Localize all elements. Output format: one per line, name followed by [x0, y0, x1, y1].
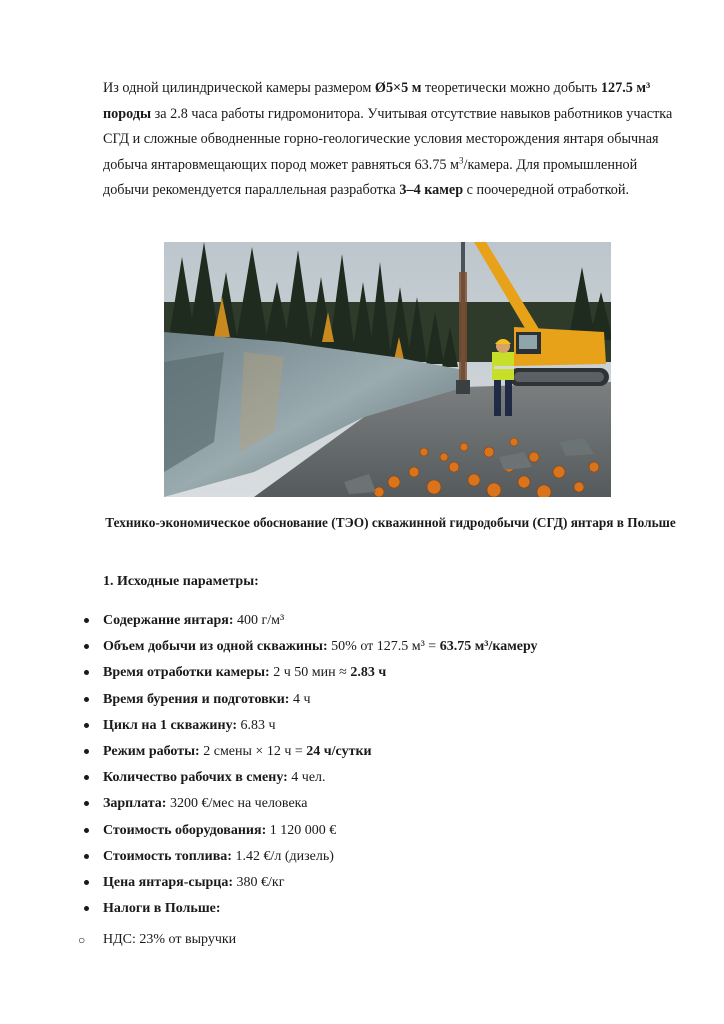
param-value: 2 ч 50 мин ≈ [269, 665, 351, 681]
param-key: Зарплата: [103, 796, 167, 812]
bullet-icon [84, 644, 89, 649]
bullet-icon [84, 618, 89, 623]
parameter-list [0, 611, 724, 925]
param-key: Количество рабочих в смену: [103, 770, 288, 786]
param-key: Стоимость топлива: [103, 848, 232, 864]
bullet-icon [84, 723, 89, 728]
intro-text-4: /камера. Для промышленной добычи рекомендуется параллельная разработка [103, 156, 638, 199]
param-value: 4 ч [289, 691, 311, 707]
list-item [0, 768, 724, 794]
param-bold: 63.75 м³/камеру [439, 639, 538, 655]
sub-list-item [0, 930, 724, 952]
param-key: Стоимость оборудования: [103, 822, 267, 838]
list-item [0, 611, 724, 637]
param-key: Налоги в Польше: [103, 901, 221, 917]
list-item [0, 794, 724, 820]
list-item [0, 716, 724, 742]
rock-volume: 127.5 м³ породы [103, 80, 651, 122]
list-item [0, 873, 724, 899]
list-item [0, 742, 724, 768]
bullet-icon [84, 828, 89, 833]
chamber-count: 3–4 камер [399, 182, 464, 199]
circle-bullet-icon: ○ [78, 933, 86, 947]
param-value: 2 смены × 12 ч = [199, 743, 307, 759]
bullet-icon [84, 775, 89, 780]
param-value: 6.83 ч [237, 717, 276, 733]
bullet-icon [84, 906, 89, 911]
vat-item: НДС: 23% от выручки [103, 932, 237, 947]
document-caption: Технико-экономическое обоснование (ТЭО) скважинной гидродобычи (СГД) янтаря в Польше [105, 515, 676, 530]
section-title: 1. Исходные параметры: [103, 574, 259, 589]
list-item [0, 637, 724, 663]
param-key: Режим работы: [103, 743, 200, 759]
bullet-icon [84, 880, 89, 885]
param-value: 380 €/кг [233, 874, 285, 890]
param-key: Время отработки камеры: [103, 665, 270, 681]
bullet-icon [84, 697, 89, 702]
intro-text-3: за 2.8 часа работы гидромонитора. Учитывая отсутствие навыков работников участка СГД и сложные обводненные горно-геологические условия месторождения янтаря обычная добыча янтаровмещающих пород может равняться 63.75 м [103, 105, 673, 173]
param-key: Цикл на 1 скважину: [103, 717, 238, 733]
cubic-superscript: 3 [459, 155, 464, 166]
param-key: Время бурения и подготовки: [103, 691, 290, 707]
list-item [0, 690, 724, 716]
param-value: 400 г/м³ [233, 613, 285, 628]
param-value: 4 чел. [287, 770, 326, 786]
param-value: 1 120 000 € [266, 822, 337, 838]
intro-paragraph [103, 76, 678, 204]
list-item [0, 663, 724, 689]
intro-text-2: теоретически можно добыть [421, 80, 601, 96]
param-key: Объем добычи из одной скважины: [103, 639, 328, 655]
param-value: 50% от 127.5 м³ = [327, 639, 440, 655]
param-value: 3200 €/мес на человека [166, 796, 308, 812]
list-item [0, 847, 724, 873]
param-key: Цена янтаря-сырца: [103, 874, 234, 890]
list-item [0, 899, 724, 925]
chamber-size: Ø5×5 м [374, 80, 422, 96]
list-item [0, 821, 724, 847]
intro-text-5: с поочередной отработкой. [463, 182, 629, 199]
param-value: 1.42 €/л (дизель) [231, 848, 334, 864]
amber-mining-photo [164, 242, 611, 497]
bullet-icon [84, 801, 89, 806]
bullet-icon [84, 670, 89, 675]
param-bold: 24 ч/сутки [306, 743, 372, 759]
param-key: Содержание янтаря: [103, 613, 234, 628]
intro-text-1: Из одной цилиндрической камеры размером [103, 80, 375, 96]
param-bold: 2.83 ч [350, 665, 387, 681]
bullet-icon [84, 749, 89, 754]
bullet-icon [84, 854, 89, 859]
